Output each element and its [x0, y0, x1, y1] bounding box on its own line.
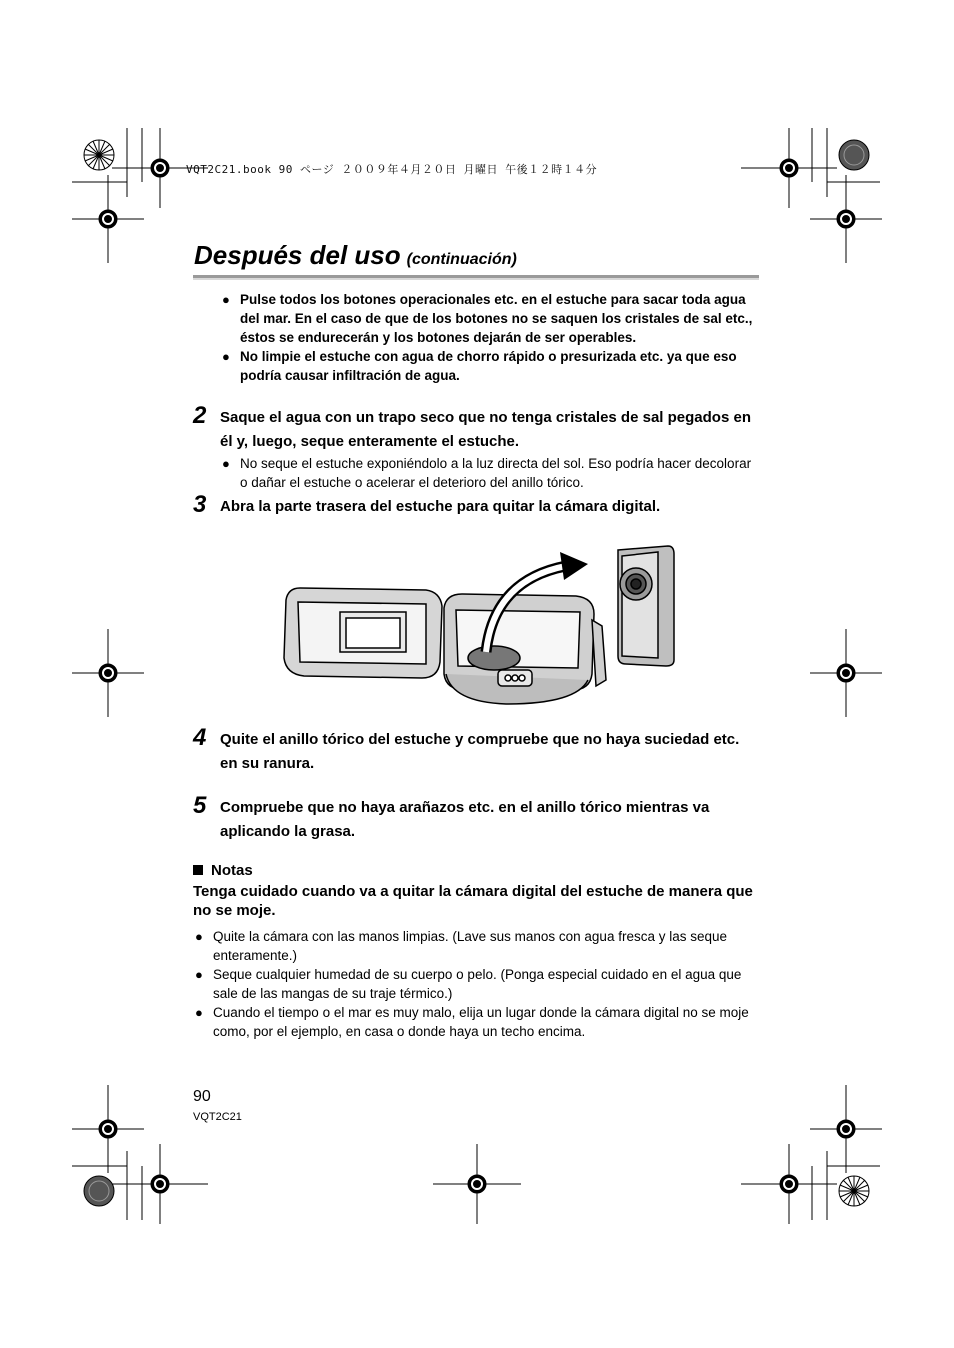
step-number: 4: [193, 724, 207, 751]
step-number: 2: [193, 402, 207, 429]
step-2: [193, 402, 759, 454]
bullet-icon: ●: [195, 1005, 203, 1020]
list-item: ● Seque cualquier humedad de su cuerpo o pelo. (Ponga especial cuidado en el agua que sale de las mangas de su traje térmico.): [195, 967, 742, 1001]
step-2-bullet-list: [220, 454, 760, 492]
step-text: Compruebe que no haya arañazos etc. en el anillo tórico mientras va aplicando la grasa.: [220, 799, 710, 840]
title-underline: [193, 275, 759, 280]
list-item: ● No limpie el estuche con agua de chorro rápido o presurizada etc. ya que eso podría causar infiltración de agua.: [222, 349, 737, 383]
list-item: ● Cuando el tiempo o el mar es muy malo, elija un lugar donde la cámara digital no se moje como, por el ejemplo, en casa o donde haya un techo encima.: [195, 1005, 749, 1039]
page-title: [194, 240, 517, 271]
bullet-icon: ●: [222, 456, 230, 471]
notes-list: [193, 927, 759, 1041]
square-bullet-icon: [193, 865, 203, 875]
list-item: ● Pulse todos los botones operacionales etc. en el estuche para sacar toda agua del mar. En el caso de que de los botones no se saquen los cristales de sal etc., éstos se endurecerán y los botones dejarán de ser operables.: [222, 292, 753, 345]
step-text: Abra la parte trasera del estuche para quitar la cámara digital.: [220, 498, 661, 515]
case-illustration: [276, 540, 676, 710]
print-metadata: VQT2C21.book 90 ページ ２００９年４月２０日 月曜日 午後１２時１４分: [186, 163, 598, 176]
step-text: Quite el anillo tórico del estuche y compruebe que no haya suciedad etc. en su ranura.: [220, 731, 740, 772]
bullet-icon: ●: [222, 292, 230, 307]
list-item: ● No seque el estuche exponiéndolo a la luz directa del sol. Eso podría hacer decolorar o dañar el estuche o acelerar el deterioro del anillo tórico.: [222, 456, 752, 490]
bullet-icon: ●: [222, 349, 230, 364]
page-number: 90: [193, 1088, 211, 1105]
bullet-icon: ●: [195, 929, 203, 944]
title-sub: (continuación): [406, 251, 517, 268]
notes-heading: Notas: [193, 862, 253, 879]
list-item: ● Quite la cámara con las manos limpias. (Lave sus manos con agua fresca y las seque enteramente.): [195, 929, 728, 963]
document-code: VQT2C21: [193, 1111, 242, 1123]
step-number: 3: [193, 491, 207, 518]
step-5: [193, 792, 759, 844]
title-main: Después del uso: [194, 240, 401, 270]
step-4: [193, 724, 759, 776]
notes-subheading: Tenga cuidado cuando va a quitar la cámara digital del estuche de manera que no se moje.: [193, 883, 753, 919]
intro-bullet-list: [220, 290, 760, 385]
step-number: 5: [193, 792, 207, 819]
bullet-icon: ●: [195, 967, 203, 982]
step-text: Saque el agua con un trapo seco que no tenga cristales de sal pegados en él y, luego, seque enteramente el estuche.: [220, 409, 751, 450]
step-3: [193, 491, 759, 519]
